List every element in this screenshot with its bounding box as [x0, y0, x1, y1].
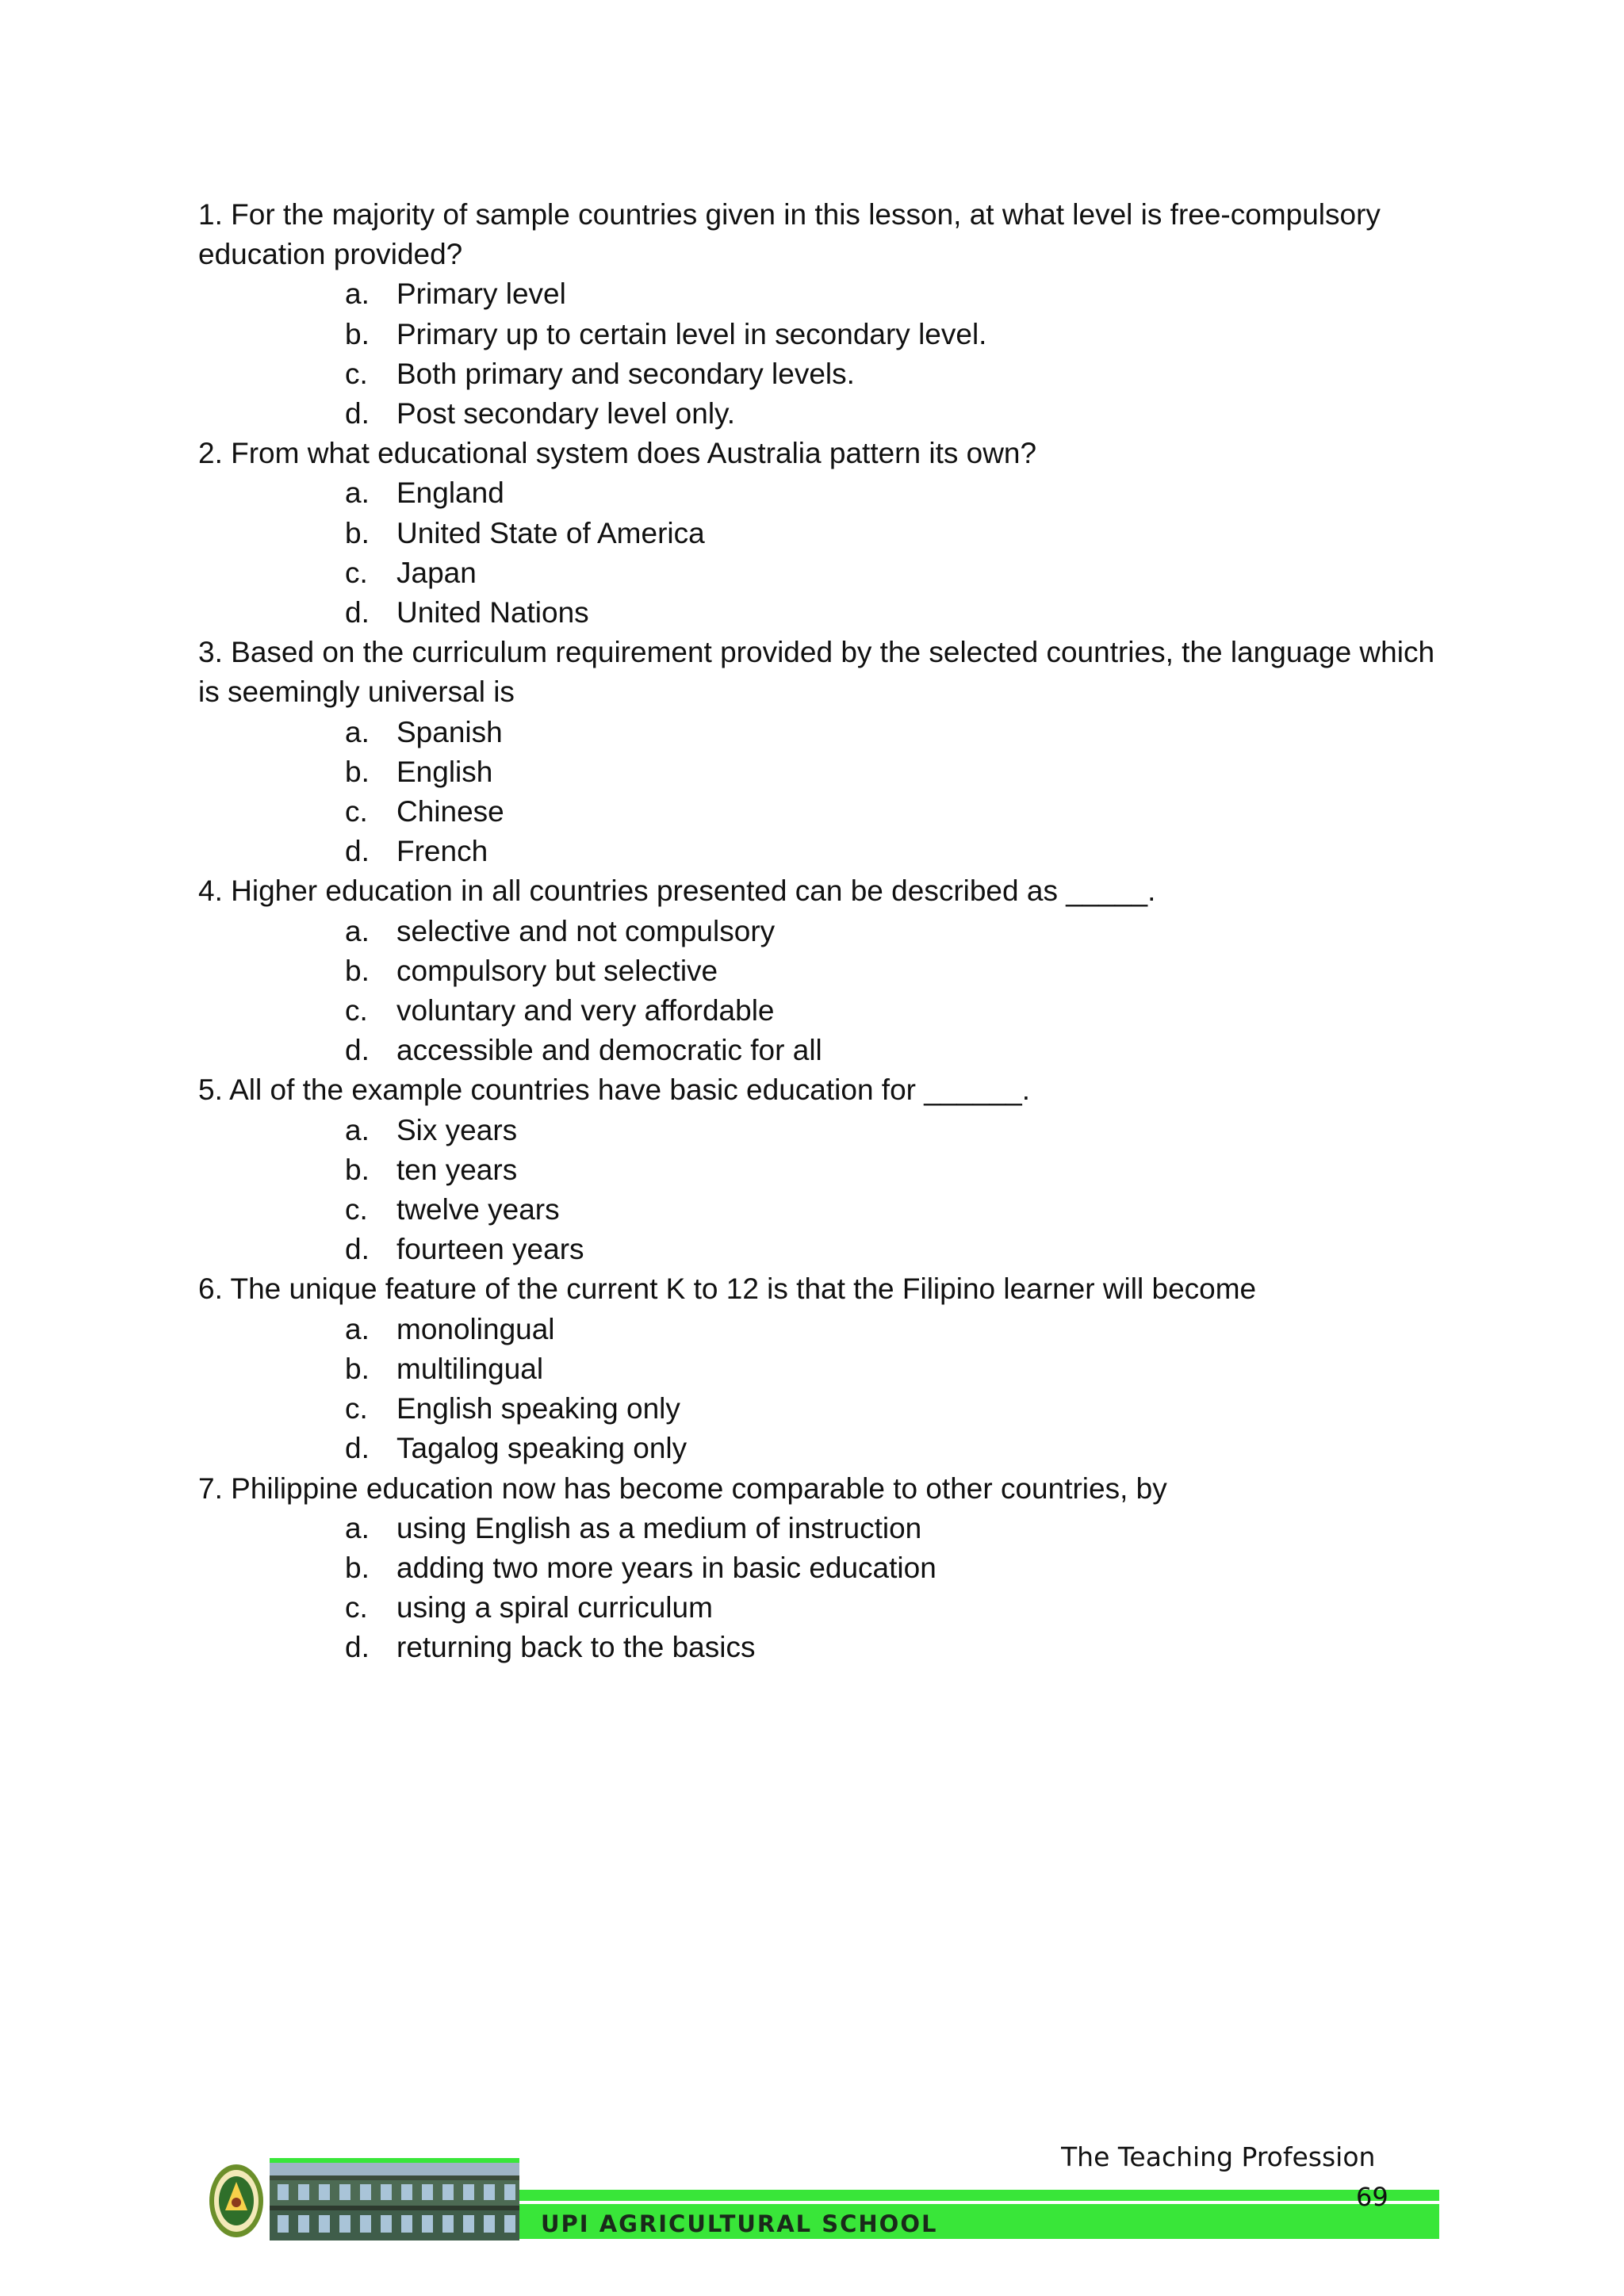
school-seal-logo: [208, 2161, 265, 2241]
option-text: Tagalog speaking only: [396, 1432, 688, 1465]
option-list: [198, 1111, 1435, 1270]
option-letter: d.: [345, 1631, 370, 1664]
question-3: [198, 633, 1435, 871]
option-list: [198, 713, 1435, 872]
school-building-photo: [270, 2158, 519, 2241]
option-letter: b.: [345, 516, 370, 549]
option-letter: c.: [345, 357, 368, 390]
question-text: 7. Philippine education now has become comparable to other countries, by: [198, 1471, 1167, 1505]
option-letter: c.: [345, 1591, 368, 1624]
option-c: [198, 792, 1435, 832]
option-letter: a.: [345, 1511, 370, 1544]
option-list: [198, 1509, 1435, 1668]
option-text: English: [396, 755, 493, 788]
option-text: Spanish: [396, 715, 503, 748]
option-letter: c.: [345, 795, 368, 828]
option-text: Japan: [396, 556, 477, 589]
option-b: [198, 1548, 1435, 1588]
school-name: UPI AGRICULTURAL SCHOOL: [541, 2210, 938, 2237]
option-letter: d.: [345, 1432, 370, 1465]
option-letter: a.: [345, 277, 370, 311]
question-5: [198, 1070, 1435, 1269]
option-text: Primary level: [396, 277, 566, 311]
option-letter: b.: [345, 1352, 370, 1385]
option-list: [198, 912, 1435, 1071]
footer-title: The Teaching Profession: [1061, 2141, 1376, 2172]
option-text: French: [396, 835, 488, 868]
option-d: [198, 1429, 1435, 1468]
option-text: Primary up to certain level in secondary level.: [396, 317, 987, 350]
option-a: [198, 713, 1435, 752]
option-d: [198, 1230, 1435, 1269]
question-7: [198, 1469, 1435, 1668]
option-text: fourteen years: [396, 1233, 584, 1266]
question-4: [198, 871, 1435, 1070]
option-b: [198, 752, 1435, 792]
option-a: [198, 274, 1435, 314]
option-text: adding two more years in basic education: [396, 1551, 936, 1584]
option-c: [198, 1190, 1435, 1230]
option-letter: d.: [345, 835, 370, 868]
question-text: 1. For the majority of sample countries given in this lesson, at what level is free-compulsory education provided?: [198, 198, 1381, 271]
option-d: [198, 1628, 1435, 1667]
option-text: ten years: [396, 1153, 518, 1186]
option-letter: a.: [345, 715, 370, 748]
question-text: 6. The unique feature of the current K to 12 is that the Filipino learner will become: [198, 1272, 1257, 1306]
option-letter: a.: [345, 1312, 370, 1345]
option-text: accessible and democratic for all: [396, 1034, 822, 1067]
option-letter: d.: [345, 397, 370, 430]
option-text: Both primary and secondary levels.: [396, 357, 855, 390]
option-a: [198, 1509, 1435, 1548]
option-a: [198, 1310, 1435, 1349]
questionnaire: [198, 195, 1435, 1668]
option-b: [198, 315, 1435, 354]
option-letter: d.: [345, 1233, 370, 1266]
option-text: United State of America: [396, 516, 705, 549]
option-c: [198, 354, 1435, 394]
option-c: [198, 1588, 1435, 1628]
question-text: 4. Higher education in all countries presented can be described as _____.: [198, 874, 1156, 908]
option-list: [198, 274, 1435, 434]
question-text: 5. All of the example countries have basic education for ______.: [198, 1073, 1031, 1107]
option-text: Post secondary level only.: [396, 397, 736, 430]
option-letter: c.: [345, 994, 368, 1027]
option-d: [198, 1031, 1435, 1070]
option-c: [198, 991, 1435, 1031]
option-letter: d.: [345, 1034, 370, 1067]
option-text: United Nations: [396, 596, 589, 629]
option-letter: b.: [345, 1551, 370, 1584]
question-1: [198, 195, 1435, 434]
option-text: monolingual: [396, 1312, 555, 1345]
option-letter: c.: [345, 1193, 368, 1226]
question-text: 2. From what educational system does Australia pattern its own?: [198, 437, 1037, 470]
page-number: 69: [1356, 2182, 1388, 2212]
option-a: [198, 1111, 1435, 1150]
option-text: Chinese: [396, 795, 504, 828]
option-text: using English as a medium of instruction: [396, 1511, 922, 1544]
option-d: [198, 832, 1435, 871]
option-letter: b.: [345, 954, 370, 987]
option-text: English speaking only: [396, 1392, 680, 1425]
option-letter: a.: [345, 914, 370, 947]
option-letter: c.: [345, 1392, 368, 1425]
option-a: [198, 473, 1435, 513]
option-list: [198, 1310, 1435, 1469]
option-text: compulsory but selective: [396, 954, 718, 987]
option-b: [198, 951, 1435, 991]
option-letter: a.: [345, 476, 370, 510]
option-letter: b.: [345, 317, 370, 350]
option-text: voluntary and very affordable: [396, 994, 775, 1027]
option-letter: b.: [345, 755, 370, 788]
question-2: [198, 434, 1435, 633]
option-text: Six years: [396, 1113, 518, 1146]
option-letter: b.: [345, 1153, 370, 1186]
option-a: [198, 912, 1435, 951]
option-letter: d.: [345, 596, 370, 629]
option-letter: a.: [345, 1113, 370, 1146]
option-text: twelve years: [396, 1193, 560, 1226]
question-text: 3. Based on the curriculum requirement provided by the selected countries, the language which is seemingly universal is: [198, 636, 1435, 709]
option-c: [198, 1389, 1435, 1429]
option-text: selective and not compulsory: [396, 914, 776, 947]
option-text: returning back to the basics: [396, 1631, 756, 1664]
option-d: [198, 394, 1435, 434]
option-b: [198, 1150, 1435, 1190]
option-text: using a spiral curriculum: [396, 1591, 713, 1624]
option-letter: c.: [345, 556, 368, 589]
option-text: multilingual: [396, 1352, 544, 1385]
question-6: [198, 1269, 1435, 1468]
option-b: [198, 1349, 1435, 1389]
option-text: England: [396, 476, 504, 510]
option-b: [198, 514, 1435, 553]
option-list: [198, 473, 1435, 633]
option-c: [198, 553, 1435, 593]
option-d: [198, 593, 1435, 633]
